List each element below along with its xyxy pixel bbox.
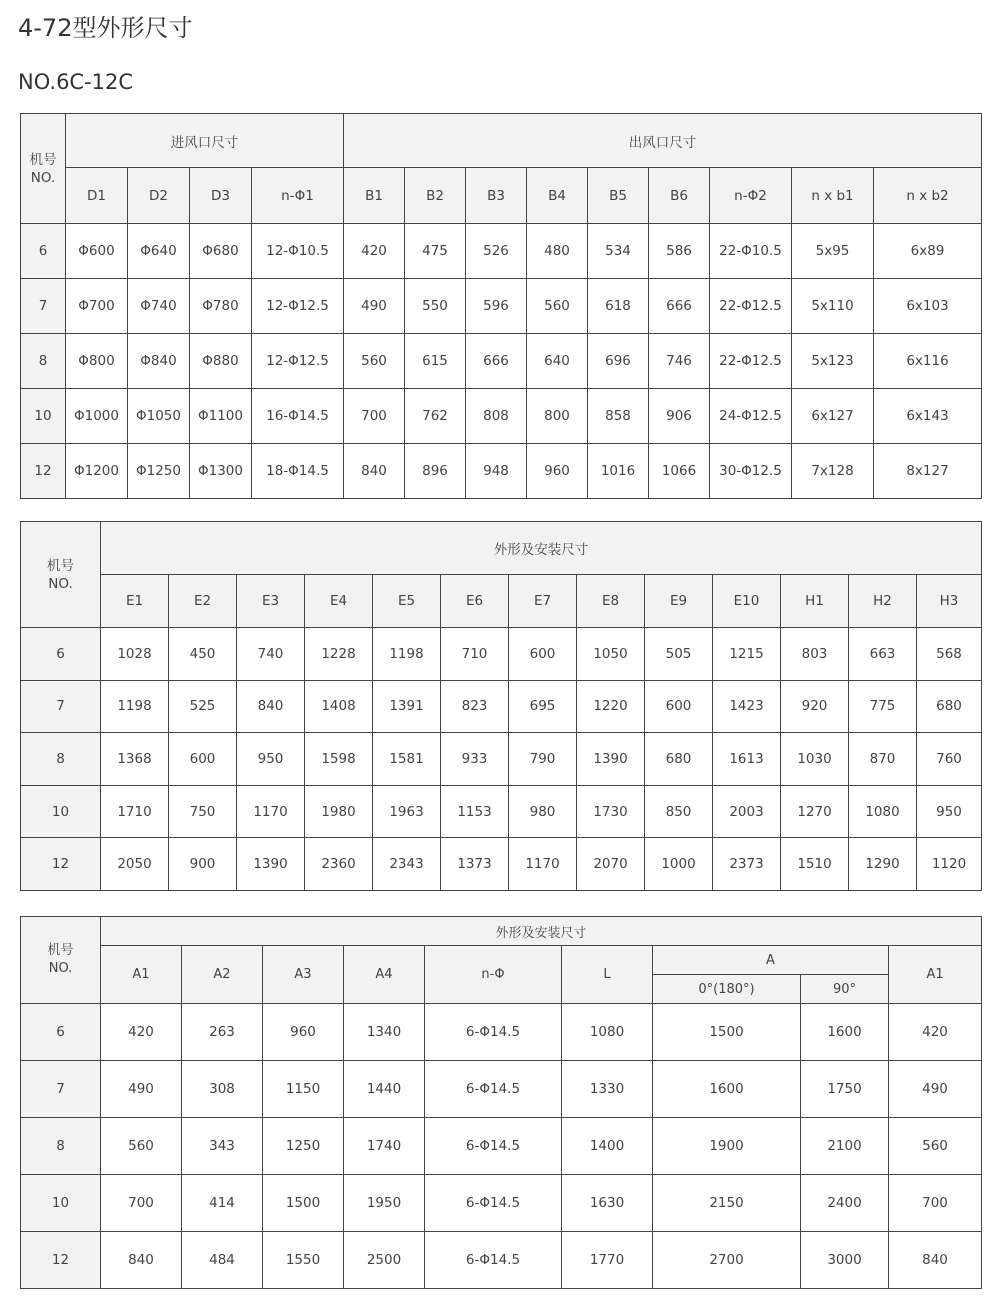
- table-cell: 6x143: [874, 389, 982, 444]
- table-cell: 808: [466, 389, 527, 444]
- outlet-size-group-header: 出风口尺寸: [344, 114, 982, 168]
- table-cell: 1170: [237, 785, 305, 838]
- column-header: E10: [713, 575, 781, 628]
- column-header: E4: [305, 575, 373, 628]
- table-cell: 3000: [801, 1232, 889, 1289]
- table-cell: 1390: [577, 733, 645, 786]
- table-cell: 850: [645, 785, 713, 838]
- table-cell: 858: [588, 389, 649, 444]
- table-cell: 1080: [849, 785, 917, 838]
- table-cell: 1330: [562, 1061, 653, 1118]
- table-row: [21, 1175, 982, 1232]
- table-row: [21, 680, 982, 733]
- table-cell: 6-Φ14.5: [425, 1004, 562, 1061]
- table-cell: 1016: [588, 444, 649, 499]
- column-header: E1: [101, 575, 169, 628]
- inlet-size-group-header: 进风口尺寸: [66, 114, 344, 168]
- table-cell: 746: [649, 334, 710, 389]
- column-header: A2: [182, 946, 263, 1004]
- table-cell: 680: [645, 733, 713, 786]
- table-cell: Φ1250: [128, 444, 190, 499]
- table-cell: 6x89: [874, 224, 982, 279]
- table-cell: 950: [237, 733, 305, 786]
- table-cell: 490: [101, 1061, 182, 1118]
- table-cell: 420: [101, 1004, 182, 1061]
- table-cell: 1030: [781, 733, 849, 786]
- table-cell: 823: [441, 680, 509, 733]
- model-number-cell: 10: [21, 1175, 101, 1232]
- model-number-cell: 10: [21, 785, 101, 838]
- table-cell: Φ1050: [128, 389, 190, 444]
- table-cell: 596: [466, 279, 527, 334]
- table-cell: 680: [917, 680, 982, 733]
- table-cell: 933: [441, 733, 509, 786]
- table-cell: 760: [917, 733, 982, 786]
- table-cell: 490: [889, 1061, 982, 1118]
- table-cell: 1613: [713, 733, 781, 786]
- table-cell: 700: [101, 1175, 182, 1232]
- table-row: [21, 1061, 982, 1118]
- table-cell: 800: [527, 389, 588, 444]
- table-cell: 906: [649, 389, 710, 444]
- column-header: B2: [405, 168, 466, 224]
- model-number-cell: 6: [21, 224, 66, 279]
- table-cell: 840: [101, 1232, 182, 1289]
- table-cell: Φ780: [190, 279, 252, 334]
- table-cell: 490: [344, 279, 405, 334]
- table-cell: 2003: [713, 785, 781, 838]
- model-number-cell: 8: [21, 733, 101, 786]
- table-cell: 1600: [653, 1061, 801, 1118]
- column-header: A4: [344, 946, 425, 1004]
- table-cell: 2100: [801, 1118, 889, 1175]
- table-cell: 1510: [781, 838, 849, 891]
- table-cell: 1215: [713, 628, 781, 681]
- column-header: B4: [527, 168, 588, 224]
- outline-installation-group-header: 外形及安装尺寸: [101, 522, 982, 575]
- table-cell: Φ1000: [66, 389, 128, 444]
- table-cell: 2150: [653, 1175, 801, 1232]
- table-cell: 480: [527, 224, 588, 279]
- model-number-cell: 12: [21, 1232, 101, 1289]
- table-cell: 1066: [649, 444, 710, 499]
- table-cell: 663: [849, 628, 917, 681]
- model-number-cell: 7: [21, 680, 101, 733]
- table-cell: Φ700: [66, 279, 128, 334]
- model-number-header: [21, 114, 66, 224]
- table-cell: Φ680: [190, 224, 252, 279]
- table-cell: Φ840: [128, 334, 190, 389]
- column-header: E6: [441, 575, 509, 628]
- table-cell: 525: [169, 680, 237, 733]
- table-cell: Φ640: [128, 224, 190, 279]
- column-header: H1: [781, 575, 849, 628]
- table-cell: 1290: [849, 838, 917, 891]
- table-cell: 1710: [101, 785, 169, 838]
- table-cell: 870: [849, 733, 917, 786]
- table-cell: 1980: [305, 785, 373, 838]
- table-cell: 1770: [562, 1232, 653, 1289]
- model-number-header: [21, 522, 101, 628]
- model-number-cell: 12: [21, 444, 66, 499]
- model-label-cn: 机号: [47, 943, 74, 958]
- table-cell: 750: [169, 785, 237, 838]
- table-cell: 1440: [344, 1061, 425, 1118]
- table-row: [21, 733, 982, 786]
- table-cell: 475: [405, 224, 466, 279]
- column-header: A1: [889, 946, 982, 1004]
- table-cell: 920: [781, 680, 849, 733]
- table-row: [21, 334, 982, 389]
- table-cell: 12-Φ12.5: [252, 279, 344, 334]
- column-header: E9: [645, 575, 713, 628]
- model-number-cell: 7: [21, 279, 66, 334]
- model-label-cn: 机号: [29, 151, 57, 168]
- table-cell: 30-Φ12.5: [710, 444, 792, 499]
- table-cell: 1950: [344, 1175, 425, 1232]
- table-cell: 1391: [373, 680, 441, 733]
- column-header: E8: [577, 575, 645, 628]
- table-cell: 6x103: [874, 279, 982, 334]
- table-row: [21, 224, 982, 279]
- table-cell: 5x110: [792, 279, 874, 334]
- column-header: B6: [649, 168, 710, 224]
- column-header: H2: [849, 575, 917, 628]
- table-cell: 710: [441, 628, 509, 681]
- table-cell: 840: [889, 1232, 982, 1289]
- table-cell: 948: [466, 444, 527, 499]
- table-cell: 1900: [653, 1118, 801, 1175]
- column-header: L: [562, 946, 653, 1004]
- table-cell: 484: [182, 1232, 263, 1289]
- table-cell: 2050: [101, 838, 169, 891]
- table-row: [21, 279, 982, 334]
- column-header: B3: [466, 168, 527, 224]
- table-cell: 700: [889, 1175, 982, 1232]
- table-cell: 1740: [344, 1118, 425, 1175]
- table-cell: 534: [588, 224, 649, 279]
- table-cell: 695: [509, 680, 577, 733]
- table-cell: 24-Φ12.5: [710, 389, 792, 444]
- column-header: n-Φ: [425, 946, 562, 1004]
- table-cell: 803: [781, 628, 849, 681]
- column-header: B5: [588, 168, 649, 224]
- table-cell: 1730: [577, 785, 645, 838]
- model-label-cn: 机号: [47, 557, 74, 574]
- table-cell: 550: [405, 279, 466, 334]
- table-cell: 560: [344, 334, 405, 389]
- model-label-en: NO.: [30, 169, 56, 186]
- table-cell: 615: [405, 334, 466, 389]
- table-cell: 950: [917, 785, 982, 838]
- table-cell: 740: [237, 628, 305, 681]
- table-cell: 560: [889, 1118, 982, 1175]
- table-cell: 1598: [305, 733, 373, 786]
- outline-installation-table-a: [20, 916, 982, 1289]
- table-cell: 600: [509, 628, 577, 681]
- table-cell: 505: [645, 628, 713, 681]
- table-row: [21, 444, 982, 499]
- table-cell: 420: [889, 1004, 982, 1061]
- subcolumn-header: 0°(180°): [653, 975, 801, 1004]
- model-number-cell: 6: [21, 1004, 101, 1061]
- table-cell: 1390: [237, 838, 305, 891]
- table-cell: 2700: [653, 1232, 801, 1289]
- table-cell: 1220: [577, 680, 645, 733]
- column-header: n x b2: [874, 168, 982, 224]
- table-cell: 1198: [373, 628, 441, 681]
- table-cell: 263: [182, 1004, 263, 1061]
- table-cell: 6x127: [792, 389, 874, 444]
- model-number-cell: 6: [21, 628, 101, 681]
- table-cell: Φ1300: [190, 444, 252, 499]
- table-cell: 1500: [653, 1004, 801, 1061]
- column-header: E7: [509, 575, 577, 628]
- column-header: E3: [237, 575, 305, 628]
- table-row: [21, 785, 982, 838]
- table-cell: 420: [344, 224, 405, 279]
- model-label-en: NO.: [48, 961, 73, 976]
- table-cell: 12-Φ12.5: [252, 334, 344, 389]
- column-header: D3: [190, 168, 252, 224]
- table-cell: 1550: [263, 1232, 344, 1289]
- table-cell: 1198: [101, 680, 169, 733]
- table-cell: 2070: [577, 838, 645, 891]
- column-group-header-a: A: [653, 946, 889, 975]
- table-cell: 22-Φ12.5: [710, 279, 792, 334]
- table-cell: 560: [101, 1118, 182, 1175]
- table-cell: 1150: [263, 1061, 344, 1118]
- table-cell: 896: [405, 444, 466, 499]
- table-cell: 618: [588, 279, 649, 334]
- table-cell: 2373: [713, 838, 781, 891]
- table-cell: 6x116: [874, 334, 982, 389]
- table-cell: 900: [169, 838, 237, 891]
- table-cell: Φ740: [128, 279, 190, 334]
- table-cell: 5x95: [792, 224, 874, 279]
- table-cell: 1750: [801, 1061, 889, 1118]
- table-cell: Φ1200: [66, 444, 128, 499]
- table-cell: 1028: [101, 628, 169, 681]
- table-cell: 8x127: [874, 444, 982, 499]
- table-cell: 1400: [562, 1118, 653, 1175]
- table-cell: 22-Φ12.5: [710, 334, 792, 389]
- table-cell: 5x123: [792, 334, 874, 389]
- table-cell: Φ1100: [190, 389, 252, 444]
- table-cell: 450: [169, 628, 237, 681]
- model-number-header: [21, 917, 101, 1004]
- table-cell: 6-Φ14.5: [425, 1061, 562, 1118]
- table-cell: 560: [527, 279, 588, 334]
- table-cell: 666: [466, 334, 527, 389]
- table-cell: 1373: [441, 838, 509, 891]
- table-cell: 1228: [305, 628, 373, 681]
- column-header: n x b1: [792, 168, 874, 224]
- column-header: D2: [128, 168, 190, 224]
- table-cell: 1600: [801, 1004, 889, 1061]
- model-number-cell: 7: [21, 1061, 101, 1118]
- column-header: B1: [344, 168, 405, 224]
- table-cell: 1250: [263, 1118, 344, 1175]
- table-cell: 526: [466, 224, 527, 279]
- table-cell: 1500: [263, 1175, 344, 1232]
- model-number-cell: 8: [21, 334, 66, 389]
- column-header: H3: [917, 575, 982, 628]
- table-cell: 6-Φ14.5: [425, 1232, 562, 1289]
- table-cell: 414: [182, 1175, 263, 1232]
- table-cell: 1408: [305, 680, 373, 733]
- column-header: E2: [169, 575, 237, 628]
- table-cell: Φ600: [66, 224, 128, 279]
- table-cell: Φ800: [66, 334, 128, 389]
- table-cell: Φ880: [190, 334, 252, 389]
- table-cell: 790: [509, 733, 577, 786]
- table-cell: 7x128: [792, 444, 874, 499]
- table-cell: 840: [344, 444, 405, 499]
- model-label-en: NO.: [48, 575, 73, 592]
- table-cell: 1368: [101, 733, 169, 786]
- table-cell: 586: [649, 224, 710, 279]
- table-cell: 666: [649, 279, 710, 334]
- table-cell: 568: [917, 628, 982, 681]
- column-header: n-Φ2: [710, 168, 792, 224]
- outline-installation-table-e-h: [20, 521, 982, 891]
- column-header: E5: [373, 575, 441, 628]
- model-number-cell: 8: [21, 1118, 101, 1175]
- table-cell: 1000: [645, 838, 713, 891]
- model-number-cell: 10: [21, 389, 66, 444]
- table-cell: 696: [588, 334, 649, 389]
- column-header: A3: [263, 946, 344, 1004]
- table-cell: 1340: [344, 1004, 425, 1061]
- table-cell: 2500: [344, 1232, 425, 1289]
- table-cell: 960: [263, 1004, 344, 1061]
- table-cell: 2360: [305, 838, 373, 891]
- column-header: n-Φ1: [252, 168, 344, 224]
- table-cell: 700: [344, 389, 405, 444]
- table-cell: 1581: [373, 733, 441, 786]
- table-cell: 18-Φ14.5: [252, 444, 344, 499]
- table-cell: 762: [405, 389, 466, 444]
- table-row: [21, 1118, 982, 1175]
- model-number-cell: 12: [21, 838, 101, 891]
- table-row: [21, 838, 982, 891]
- table-row: [21, 389, 982, 444]
- table-row: [21, 1232, 982, 1289]
- table-cell: 343: [182, 1118, 263, 1175]
- table-row: [21, 1004, 982, 1061]
- table-cell: 22-Φ10.5: [710, 224, 792, 279]
- table-cell: 1050: [577, 628, 645, 681]
- subcolumn-header: 90°: [801, 975, 889, 1004]
- table-cell: 1080: [562, 1004, 653, 1061]
- table-cell: 840: [237, 680, 305, 733]
- table-cell: 1963: [373, 785, 441, 838]
- outline-installation-group-header: 外形及安装尺寸: [101, 917, 982, 946]
- table-cell: 6-Φ14.5: [425, 1118, 562, 1175]
- table-cell: 1270: [781, 785, 849, 838]
- table-cell: 16-Φ14.5: [252, 389, 344, 444]
- column-header: A1: [101, 946, 182, 1004]
- table-cell: 640: [527, 334, 588, 389]
- table-cell: 2400: [801, 1175, 889, 1232]
- table-cell: 1120: [917, 838, 982, 891]
- table-cell: 960: [527, 444, 588, 499]
- page-title: 4-72型外形尺寸: [18, 14, 193, 42]
- table-cell: 1630: [562, 1175, 653, 1232]
- table-cell: 1170: [509, 838, 577, 891]
- column-header: D1: [66, 168, 128, 224]
- table-cell: 600: [645, 680, 713, 733]
- table-cell: 980: [509, 785, 577, 838]
- table-cell: 1153: [441, 785, 509, 838]
- table-cell: 775: [849, 680, 917, 733]
- model-range-subtitle: NO.6C-12C: [18, 70, 134, 94]
- table-cell: 12-Φ10.5: [252, 224, 344, 279]
- table-cell: 308: [182, 1061, 263, 1118]
- inlet-outlet-dimensions-table: [20, 113, 982, 499]
- table-cell: 600: [169, 733, 237, 786]
- table-cell: 1423: [713, 680, 781, 733]
- table-cell: 2343: [373, 838, 441, 891]
- table-row: [21, 628, 982, 681]
- table-cell: 6-Φ14.5: [425, 1175, 562, 1232]
